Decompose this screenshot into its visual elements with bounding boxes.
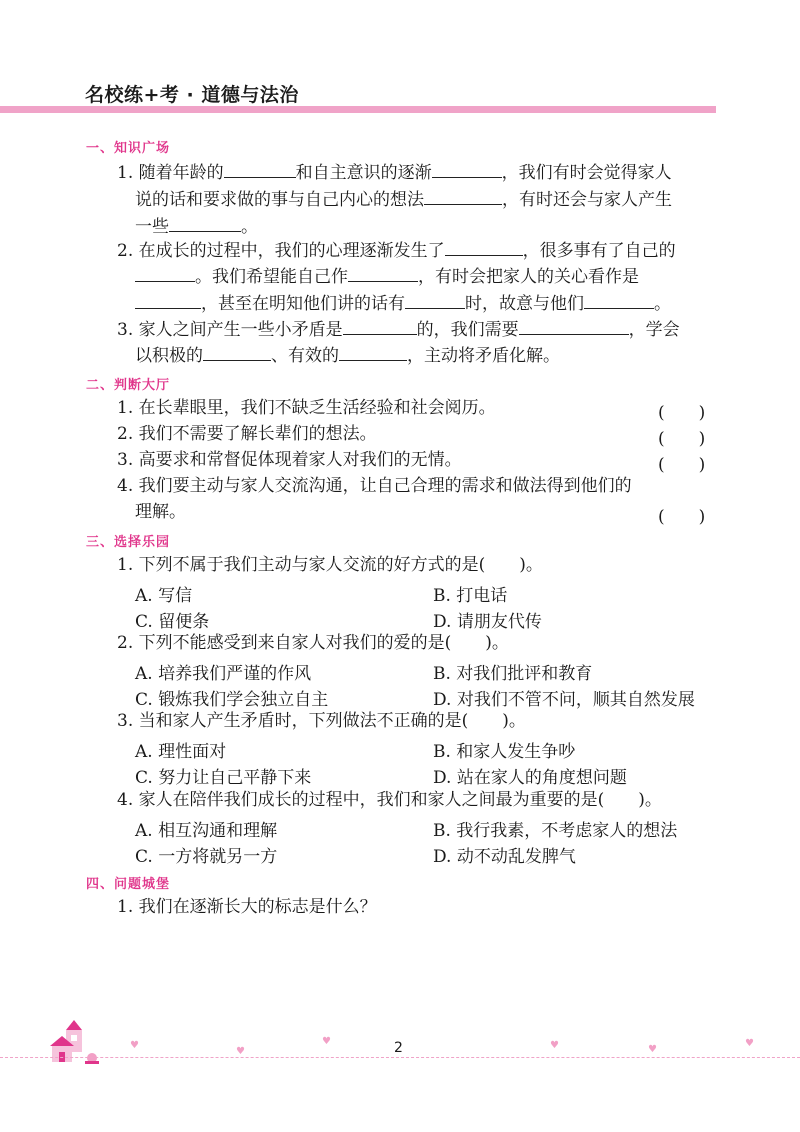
section-heading-questions: 四、问题城堡 bbox=[86, 877, 171, 892]
page-header-title: 名校练+考 · 道德与法治 bbox=[85, 84, 299, 106]
option-c[interactable]: C. 锻炼我们学会独立自主 bbox=[135, 690, 329, 710]
s1-q1-line3: 一些 。 bbox=[135, 214, 258, 237]
blank-field[interactable] bbox=[339, 343, 407, 361]
heart-icon: ♥ bbox=[130, 1040, 139, 1051]
option-a[interactable]: A. 相互沟通和理解 bbox=[135, 821, 278, 841]
option-d[interactable]: D. 请朋友代传 bbox=[433, 612, 542, 632]
s4-q1: 1. 我们在逐渐长大的标志是什么？ bbox=[117, 897, 377, 917]
heart-icon: ♥ bbox=[236, 1046, 245, 1057]
s2-item-3: 3. 高要求和常督促体现着家人对我们的无情。 bbox=[117, 450, 462, 470]
s2-item-1: 1. 在长辈眼里，我们不缺乏生活经验和社会阅历。 bbox=[117, 398, 496, 418]
s2-item-4: 4. 我们要主动与家人交流沟通，让自己合理的需求和做法得到他们的 bbox=[117, 476, 632, 496]
option-b[interactable]: B. 对我们批评和教育 bbox=[433, 664, 593, 684]
heart-icon: ♥ bbox=[745, 1038, 754, 1049]
answer-paren[interactable]: ( ) bbox=[658, 507, 706, 527]
header-rule bbox=[0, 106, 716, 113]
s1-q3-line1: 3. 家人之间产生一些小矛盾是 的，我们需要 ，学会 bbox=[117, 317, 680, 340]
answer-paren[interactable]: ( ) bbox=[658, 455, 706, 475]
blank-field[interactable] bbox=[424, 187, 502, 205]
s1-q3-line2: 以积极的 、有效的 ，主动将矛盾化解。 bbox=[135, 343, 560, 366]
s2-item-4-cont: 理解。 bbox=[135, 502, 186, 522]
option-c[interactable]: C. 一方将就另一方 bbox=[135, 847, 278, 867]
option-b[interactable]: B. 和家人发生争吵 bbox=[433, 742, 576, 762]
blank-field[interactable] bbox=[519, 317, 629, 335]
s3-q3-stem: 3. 当和家人产生矛盾时，下列做法不正确的是( )。 bbox=[117, 711, 526, 731]
house-decoration-icon bbox=[40, 1018, 110, 1066]
option-c[interactable]: C. 留便条 bbox=[135, 612, 210, 632]
s3-q1-stem: 1. 下列不属于我们主动与家人交流的好方式的是( )。 bbox=[117, 555, 543, 575]
blank-field[interactable] bbox=[169, 214, 241, 232]
s3-q4-stem: 4. 家人在陪伴我们成长的过程中，我们和家人之间最为重要的是( )。 bbox=[117, 790, 662, 810]
blank-field[interactable] bbox=[135, 291, 201, 309]
blank-field[interactable] bbox=[343, 317, 417, 335]
option-d[interactable]: D. 动不动乱发脾气 bbox=[433, 847, 576, 867]
s1-q2-line2: 。我们希望能自己作 ，有时会把家人的关心看作是 bbox=[135, 264, 639, 287]
blank-field[interactable] bbox=[584, 291, 654, 309]
option-a[interactable]: A. 培养我们严谨的作风 bbox=[135, 664, 312, 684]
option-c[interactable]: C. 努力让自己平静下来 bbox=[135, 768, 312, 788]
heart-icon: ♥ bbox=[550, 1040, 559, 1051]
blank-field[interactable] bbox=[348, 264, 418, 282]
s3-q2-stem: 2. 下列不能感受到来自家人对我们的爱的是( )。 bbox=[117, 633, 509, 653]
blank-field[interactable] bbox=[203, 343, 271, 361]
s1-q1-line1: 1. 随着年龄的 和自主意识的逐渐 ，我们有时会觉得家人 bbox=[117, 160, 672, 183]
s2-item-2: 2. 我们不需要了解长辈们的想法。 bbox=[117, 424, 377, 444]
option-a[interactable]: A. 写信 bbox=[135, 586, 193, 606]
blank-field[interactable] bbox=[405, 291, 465, 309]
blank-field[interactable] bbox=[135, 264, 195, 282]
answer-paren[interactable]: ( ) bbox=[658, 429, 706, 449]
footer-rule bbox=[0, 1057, 800, 1058]
page-number: 2 bbox=[394, 1040, 403, 1056]
s1-q2-line1: 2. 在成长的过程中，我们的心理逐渐发生了 ，很多事有了自己的 bbox=[117, 238, 676, 261]
option-d[interactable]: D. 对我们不管不问，顺其自然发展 bbox=[433, 690, 695, 710]
blank-field[interactable] bbox=[432, 160, 502, 178]
section-heading-judgement: 二、判断大厅 bbox=[86, 378, 171, 393]
s1-q1-line2: 说的话和要求做的事与自己内心的想法 ，有时还会与家人产生 bbox=[135, 187, 672, 210]
blank-field[interactable] bbox=[445, 238, 523, 256]
option-a[interactable]: A. 理性面对 bbox=[135, 742, 227, 762]
heart-icon: ♥ bbox=[322, 1036, 331, 1047]
blank-field[interactable] bbox=[224, 160, 296, 178]
section-heading-choice: 三、选择乐园 bbox=[86, 535, 171, 550]
option-d[interactable]: D. 站在家人的角度想问题 bbox=[433, 768, 627, 788]
s1-q2-line3: ，甚至在明知他们讲的话有 时，故意与他们 。 bbox=[135, 291, 671, 314]
option-b[interactable]: B. 打电话 bbox=[433, 586, 508, 606]
section-heading-knowledge: 一、知识广场 bbox=[86, 141, 171, 156]
heart-icon: ♥ bbox=[648, 1044, 657, 1055]
option-b[interactable]: B. 我行我素，不考虑家人的想法 bbox=[433, 821, 678, 841]
answer-paren[interactable]: ( ) bbox=[658, 403, 706, 423]
